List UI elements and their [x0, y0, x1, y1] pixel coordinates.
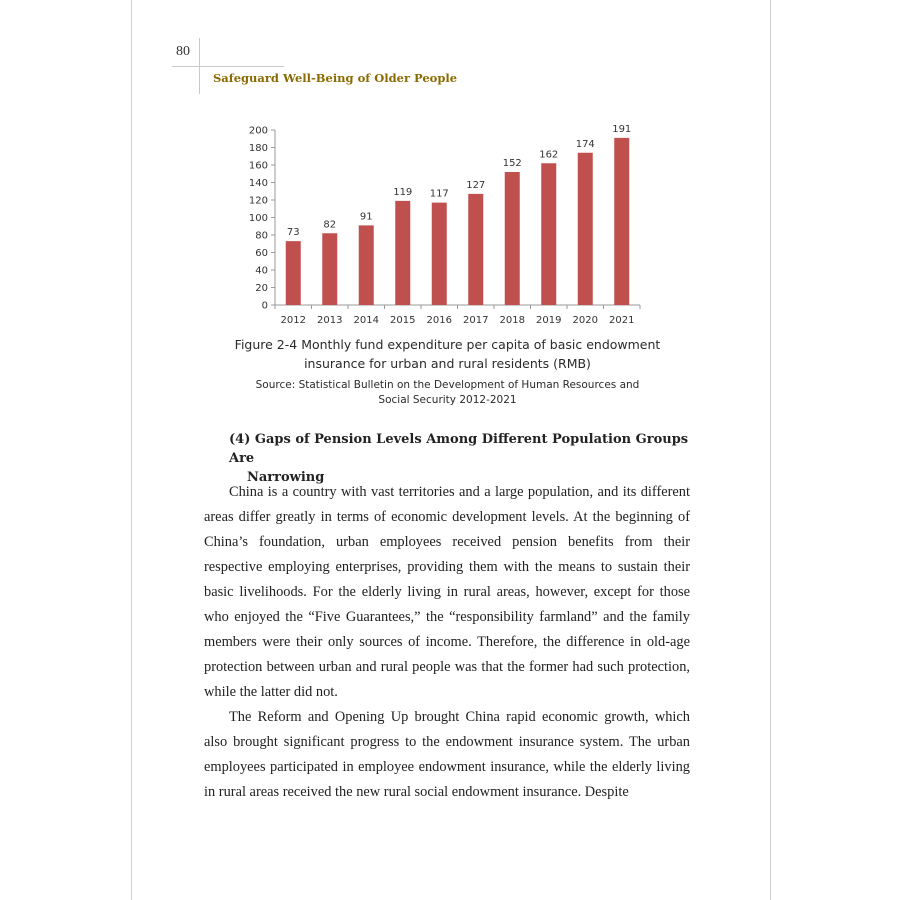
x-tick-label: 2012 [280, 315, 306, 326]
paragraph-text: The Reform and Opening Up brought China rapid economic growth, which also brought significant progress to the endowment insurance system. The urban employees participated in employee endowment insurance, while the elderly living in rural areas received the new rural social endowment insurance. Despite [204, 709, 690, 800]
figure-source [225, 378, 670, 408]
x-tick-label: 2014 [353, 315, 379, 326]
x-tick-label: 2018 [499, 315, 525, 326]
data-label: 82 [323, 219, 337, 231]
data-label: 174 [575, 138, 595, 150]
section-heading [229, 430, 699, 487]
data-label: 73 [286, 227, 300, 239]
header-horizontal-rule [172, 66, 284, 67]
data-label: 152 [502, 158, 522, 169]
y-tick-label: 160 [248, 160, 268, 172]
data-label: 127 [466, 179, 486, 191]
figure-caption-line-2: insurance for urban and rural residents (RMB) [304, 356, 591, 371]
y-tick-label: 40 [255, 265, 268, 277]
y-tick-label: 0 [261, 300, 268, 312]
x-tick-label: 2019 [536, 315, 562, 326]
data-label: 162 [539, 149, 559, 161]
figure-source-line-1: Source: Statistical Bulletin on the Development of Human Resources and [255, 379, 640, 391]
x-tick-label: 2015 [390, 315, 416, 326]
x-tick-label: 2017 [463, 315, 489, 326]
section-heading-line-1: (4) Gaps of Pension Levels Among Different Population Groups Are [229, 432, 689, 466]
figure-source-line-2: Social Security 2012-2021 [378, 394, 517, 406]
paragraph-text: China is a country with vast territories and a large population, and its different areas differ greatly in terms of economic development levels. At the beginning of China’s foundation, urban employees received pension benefits from their respective employing enterprises, providing them with the means to sustain their basic livelihoods. For the elderly living in rural areas, however, except for those who enjoyed the “Five Guarantees,” the “responsibility farmland” and the family members were their only sources of income. Therefore, the difference in old-age protection between urban and rural people was that the former had such protection, while the latter did not. [204, 484, 690, 700]
running-head: Safeguard Well-Being of Older People [213, 71, 458, 85]
data-label: 119 [393, 186, 413, 198]
y-tick-label: 120 [248, 195, 268, 207]
y-tick-label: 20 [255, 283, 268, 294]
x-tick-label: 2016 [426, 315, 452, 326]
y-tick-label: 180 [248, 143, 268, 154]
data-label: 91 [359, 211, 373, 223]
x-tick-label: 2013 [317, 315, 343, 326]
y-tick-label: 80 [255, 230, 268, 242]
y-tick-label: 140 [248, 178, 268, 189]
figure-caption-line-1: Figure 2-4 Monthly fund expenditure per capita of basic endowment [234, 337, 661, 352]
x-tick-label: 2020 [572, 315, 598, 326]
x-tick-label: 2021 [609, 315, 635, 326]
section-heading-line-2: Narrowing [247, 470, 325, 485]
body-paragraph-2 [204, 705, 690, 805]
figure-caption [225, 335, 670, 373]
data-label: 117 [429, 188, 449, 200]
data-label: 191 [612, 123, 632, 135]
y-tick-label: 60 [255, 248, 268, 259]
y-tick-label: 100 [248, 213, 268, 224]
page-number: 80 [176, 44, 190, 59]
body-paragraph-1 [204, 480, 690, 705]
y-tick-label: 200 [248, 125, 268, 137]
